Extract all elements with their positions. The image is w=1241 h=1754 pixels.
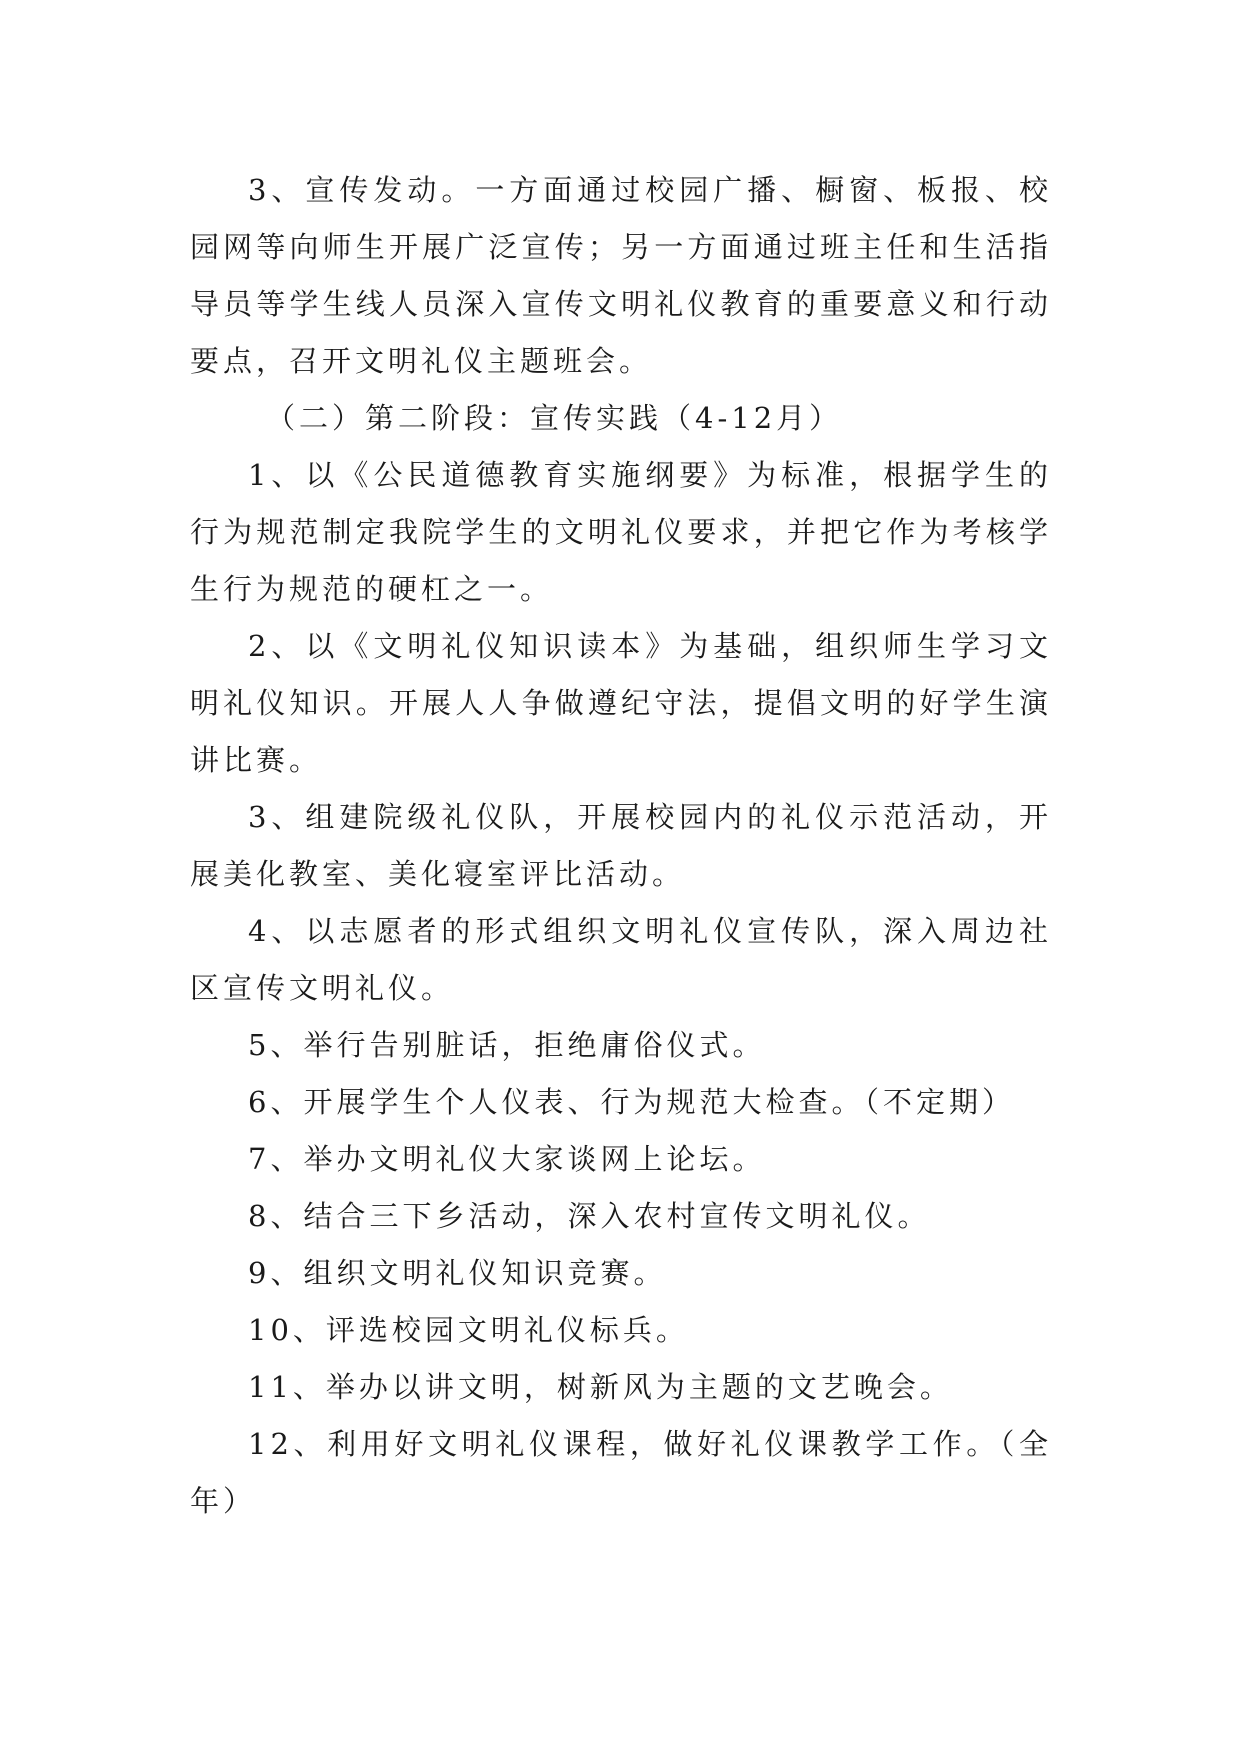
paragraph-item-4: 4、以志愿者的形式组织文明礼仪宣传队，深入周边社区宣传文明礼仪。 xyxy=(190,914,1052,1005)
paragraph-item-2: 2、以《文明礼仪知识读本》为基础，组织师生学习文明礼仪知识。开展人人争做遵纪守法，提倡文明的好学生演讲比赛。 xyxy=(190,629,1052,777)
document-body xyxy=(190,162,1052,1530)
paragraph-item-6: 6、开展学生个人仪表、行为规范大检查。（不定期） xyxy=(248,1085,1015,1119)
paragraph-item-3-publicity: 3、宣传发动。一方面通过校园广播、橱窗、板报、校园网等向师生开展广泛宣传；另一方面通过班主任和生活指导员等学生线人员深入宣传文明礼仪教育的重要意义和行动要点，召开文明礼仪主题班会。 xyxy=(190,173,1052,378)
section-heading-stage-two: （二）第二阶段：宣传实践（4-12月） xyxy=(266,401,843,435)
paragraph-item-12: 12、利用好文明礼仪课程，做好礼仪课教学工作。（全年） xyxy=(190,1427,1052,1518)
paragraph-item-11: 11、举办以讲文明，树新风为主题的文艺晚会。 xyxy=(248,1370,953,1404)
paragraph-item-9: 9、组织文明礼仪知识竞赛。 xyxy=(248,1256,667,1290)
paragraph-item-5: 5、举行告别脏话，拒绝庸俗仪式。 xyxy=(248,1028,766,1062)
paragraph-item-3: 3、组建院级礼仪队，开展校园内的礼仪示范活动，开展美化教室、美化寝室评比活动。 xyxy=(190,800,1052,891)
paragraph-item-10: 10、评选校园文明礼仪标兵。 xyxy=(248,1313,689,1347)
paragraph-item-8: 8、结合三下乡活动，深入农村宣传文明礼仪。 xyxy=(248,1199,931,1233)
paragraph-item-1: 1、以《公民道德教育实施纲要》为标准，根据学生的行为规范制定我院学生的文明礼仪要求，并把它作为考核学生行为规范的硬杠之一。 xyxy=(190,458,1052,606)
paragraph-item-7: 7、举办文明礼仪大家谈网上论坛。 xyxy=(248,1142,766,1176)
